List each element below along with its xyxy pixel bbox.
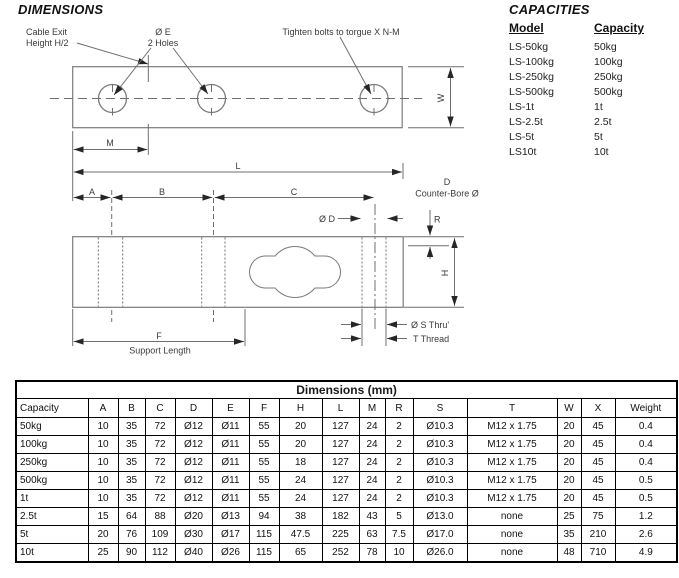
table-cell: 10 xyxy=(88,490,118,508)
table-cell: 35 xyxy=(118,436,145,454)
table-cell: M12 x 1.75 xyxy=(467,454,557,472)
table-cell: 55 xyxy=(249,418,279,436)
torque-note-label: Tighten bolts to torgue X N-M xyxy=(282,27,400,37)
column-header-s: S xyxy=(413,399,467,418)
model-value: LS-100kg xyxy=(509,56,554,68)
table-cell: 10 xyxy=(385,544,413,563)
table-cell: 20 xyxy=(557,418,581,436)
table-cell: 10 xyxy=(88,472,118,490)
table-cell: 20 xyxy=(557,472,581,490)
table-cell: 0.4 xyxy=(615,418,677,436)
table-cell: 225 xyxy=(322,526,359,544)
table-cell: none xyxy=(467,544,557,563)
capacity-value: 50kg xyxy=(594,41,617,53)
dim-h-label: H xyxy=(440,269,450,277)
cable-exit-leader xyxy=(77,43,148,64)
column-header-b: B xyxy=(118,399,145,418)
table-cell: 20 xyxy=(88,526,118,544)
counter-bore-label-line2: Counter-Bore Ø xyxy=(415,188,479,199)
table-cell: Ø26 xyxy=(212,544,249,563)
table-row xyxy=(16,454,677,472)
table-cell: 55 xyxy=(249,490,279,508)
dim-c-label: C xyxy=(290,187,298,197)
dim-w xyxy=(408,67,464,128)
table-cell: Ø10.3 xyxy=(413,418,467,436)
table-cell: 24 xyxy=(279,472,322,490)
table-cell: 88 xyxy=(145,508,175,526)
model-column-header: Model xyxy=(509,21,544,35)
dia-d-label: Ø D xyxy=(318,214,335,224)
table-cell: 24 xyxy=(279,490,322,508)
dim-f xyxy=(73,309,245,356)
table-cell: 63 xyxy=(359,526,385,544)
table-cell: 0.5 xyxy=(615,490,677,508)
dim-r-h xyxy=(404,210,464,307)
table-cell: 20 xyxy=(557,454,581,472)
side-view xyxy=(73,204,404,331)
dim-l-label: L xyxy=(235,161,241,171)
table-cell: 25 xyxy=(557,508,581,526)
dim-w-label: W xyxy=(436,93,446,103)
column-header-c: C xyxy=(145,399,175,418)
table-cell: 10t xyxy=(16,544,88,563)
capacity-value: 250kg xyxy=(594,71,623,83)
capacities-section-title: CAPACITIES xyxy=(509,2,590,17)
dim-a-label: A xyxy=(88,187,96,197)
table-cell: 43 xyxy=(359,508,385,526)
table-cell: M12 x 1.75 xyxy=(467,418,557,436)
table-cell: 72 xyxy=(145,472,175,490)
table-cell: 127 xyxy=(322,418,359,436)
column-header-e: E xyxy=(212,399,249,418)
table-cell: 2 xyxy=(385,418,413,436)
table-cell: 20 xyxy=(279,418,322,436)
table-cell: 20 xyxy=(557,490,581,508)
table-row xyxy=(16,436,677,454)
table-cell: 90 xyxy=(118,544,145,563)
model-value: LS-250kg xyxy=(509,71,554,83)
table-cell: 15 xyxy=(88,508,118,526)
table-row xyxy=(16,418,677,436)
table-cell: 182 xyxy=(322,508,359,526)
table-cell: 7.5 xyxy=(385,526,413,544)
capacity-value: 5t xyxy=(594,131,603,143)
table-cell: 20 xyxy=(279,436,322,454)
table-cell: 35 xyxy=(557,526,581,544)
table-row xyxy=(16,544,677,563)
column-header-r: R xyxy=(385,399,413,418)
table-cell: 24 xyxy=(359,472,385,490)
table-cell: 25 xyxy=(88,544,118,563)
table-cell: 4.9 xyxy=(615,544,677,563)
column-header-x: X xyxy=(581,399,615,418)
table-row xyxy=(16,508,677,526)
table-cell: 10 xyxy=(88,418,118,436)
table-title: Dimensions (mm) xyxy=(16,381,677,399)
table-cell: 1.2 xyxy=(615,508,677,526)
table-cell: Ø11 xyxy=(212,418,249,436)
table-cell: Ø11 xyxy=(212,490,249,508)
table-row xyxy=(16,472,677,490)
table-cell: 2 xyxy=(385,472,413,490)
table-cell: 35 xyxy=(118,472,145,490)
column-header-d: D xyxy=(175,399,212,418)
table-cell: 45 xyxy=(581,454,615,472)
capacity-value: 100kg xyxy=(594,56,623,68)
table-cell: 2.6 xyxy=(615,526,677,544)
table-cell: 1t xyxy=(16,490,88,508)
table-cell: 78 xyxy=(359,544,385,563)
column-header-l: L xyxy=(322,399,359,418)
column-header-w: W xyxy=(557,399,581,418)
capacity-value: 1t xyxy=(594,101,603,113)
table-row xyxy=(16,526,677,544)
table-cell: 115 xyxy=(249,526,279,544)
table-cell: 45 xyxy=(581,472,615,490)
table-cell: 72 xyxy=(145,490,175,508)
support-length-label: Support Length xyxy=(129,345,191,356)
table-cell: M12 x 1.75 xyxy=(467,490,557,508)
table-cell: 72 xyxy=(145,454,175,472)
table-cell: 24 xyxy=(359,436,385,454)
table-title-row xyxy=(16,381,677,399)
table-cell: M12 x 1.75 xyxy=(467,436,557,454)
table-cell: 50kg xyxy=(16,418,88,436)
table-cell: 38 xyxy=(279,508,322,526)
table-cell: M12 x 1.75 xyxy=(467,472,557,490)
table-cell: Ø11 xyxy=(212,436,249,454)
table-cell: Ø11 xyxy=(212,454,249,472)
table-cell: 2.5t xyxy=(16,508,88,526)
table-cell: 250kg xyxy=(16,454,88,472)
s-thru-label: Ø S Thru' xyxy=(411,320,450,330)
model-value: LS-2.5t xyxy=(509,116,543,128)
table-cell: 18 xyxy=(279,454,322,472)
table-cell: Ø12 xyxy=(175,436,212,454)
table-cell: 127 xyxy=(322,490,359,508)
table-cell: 5 xyxy=(385,508,413,526)
table-cell: 127 xyxy=(322,436,359,454)
column-header-h: H xyxy=(279,399,322,418)
column-header-m: M xyxy=(359,399,385,418)
table-cell: 5t xyxy=(16,526,88,544)
table-cell: 75 xyxy=(581,508,615,526)
dim-s-t xyxy=(341,309,449,347)
table-cell: 64 xyxy=(118,508,145,526)
table-cell: 500kg xyxy=(16,472,88,490)
capacity-value: 10t xyxy=(594,146,609,158)
table-cell: 20 xyxy=(557,436,581,454)
model-value: LS-5t xyxy=(509,131,535,143)
column-header-a: A xyxy=(88,399,118,418)
table-cell: 94 xyxy=(249,508,279,526)
table-cell: 55 xyxy=(249,454,279,472)
table-cell: 48 xyxy=(557,544,581,563)
table-cell: Ø40 xyxy=(175,544,212,563)
table-cell: Ø12 xyxy=(175,418,212,436)
capacity-value: 2.5t xyxy=(594,116,612,128)
top-view xyxy=(73,67,403,128)
table-cell: 127 xyxy=(322,454,359,472)
table-cell: none xyxy=(467,526,557,544)
table-cell: 45 xyxy=(581,418,615,436)
table-cell: Ø13 xyxy=(212,508,249,526)
table-cell: Ø11 xyxy=(212,472,249,490)
table-cell: 109 xyxy=(145,526,175,544)
table-cell: 100kg xyxy=(16,436,88,454)
table-cell: 72 xyxy=(145,418,175,436)
capacity-column-header: Capacity xyxy=(594,21,645,35)
dim-f-label: F xyxy=(156,331,162,341)
table-cell: 710 xyxy=(581,544,615,563)
table-cell: 65 xyxy=(279,544,322,563)
dim-b-label: B xyxy=(158,187,166,197)
table-cell: Ø12 xyxy=(175,472,212,490)
table-cell: 72 xyxy=(145,436,175,454)
table-cell: 10 xyxy=(88,436,118,454)
cable-exit-label-line2: Height H/2 xyxy=(26,38,69,48)
table-cell: 35 xyxy=(118,454,145,472)
table-cell: 24 xyxy=(359,418,385,436)
table-cell: 2 xyxy=(385,454,413,472)
table-cell: 35 xyxy=(118,418,145,436)
table-row xyxy=(16,490,677,508)
table-cell: 55 xyxy=(249,436,279,454)
table-cell: Ø26.0 xyxy=(413,544,467,563)
dim-counter-bore xyxy=(319,177,479,224)
column-header-f: F xyxy=(249,399,279,418)
table-cell: Ø30 xyxy=(175,526,212,544)
table-cell: Ø17 xyxy=(212,526,249,544)
dim-m-label: M xyxy=(106,138,114,148)
table-cell: 35 xyxy=(118,490,145,508)
table-cell: 2 xyxy=(385,490,413,508)
table-cell: 45 xyxy=(581,436,615,454)
table-cell: 2 xyxy=(385,436,413,454)
column-header-t: T xyxy=(467,399,557,418)
t-thread-label: T Thread xyxy=(413,334,450,344)
table-cell: none xyxy=(467,508,557,526)
model-value: LS-500kg xyxy=(509,86,554,98)
table-cell: 76 xyxy=(118,526,145,544)
model-value: LS-1t xyxy=(509,101,535,113)
table-cell: 252 xyxy=(322,544,359,563)
table-cell: Ø20 xyxy=(175,508,212,526)
dimensions-section-title: DIMENSIONS xyxy=(18,2,104,17)
column-header-capacity: Capacity xyxy=(16,399,88,418)
dim-r-label: R xyxy=(434,214,441,225)
table-cell: 24 xyxy=(359,490,385,508)
capacity-value: 500kg xyxy=(594,86,623,98)
table-cell: Ø13.0 xyxy=(413,508,467,526)
table-cell: 210 xyxy=(581,526,615,544)
hole-diameter-label: Ø E xyxy=(155,27,171,37)
model-value: LS10t xyxy=(509,146,537,158)
table-header-row xyxy=(16,399,677,418)
table-cell: 45 xyxy=(581,490,615,508)
model-value: LS-50kg xyxy=(509,41,549,53)
table-cell: Ø10.3 xyxy=(413,472,467,490)
table-cell: 127 xyxy=(322,472,359,490)
table-cell: 0.5 xyxy=(615,472,677,490)
table-cell: 24 xyxy=(359,454,385,472)
table-cell: 112 xyxy=(145,544,175,563)
table-cell: Ø10.3 xyxy=(413,490,467,508)
table-cell: 115 xyxy=(249,544,279,563)
counter-bore-label-line1: D xyxy=(443,177,451,187)
table-cell: 47.5 xyxy=(279,526,322,544)
table-cell: 0.4 xyxy=(615,436,677,454)
cable-exit-label-line1: Cable Exit xyxy=(26,27,68,37)
dimensions-table xyxy=(15,380,678,563)
table-cell: Ø10.3 xyxy=(413,436,467,454)
table-cell: Ø10.3 xyxy=(413,454,467,472)
table-cell: 0.4 xyxy=(615,454,677,472)
table-cell: Ø12 xyxy=(175,490,212,508)
table-cell: Ø12 xyxy=(175,454,212,472)
column-header-weight: Weight xyxy=(615,399,677,418)
table-cell: Ø17.0 xyxy=(413,526,467,544)
table-cell: 55 xyxy=(249,472,279,490)
hole-count-label: 2 Holes xyxy=(147,38,179,48)
table-cell: 10 xyxy=(88,454,118,472)
